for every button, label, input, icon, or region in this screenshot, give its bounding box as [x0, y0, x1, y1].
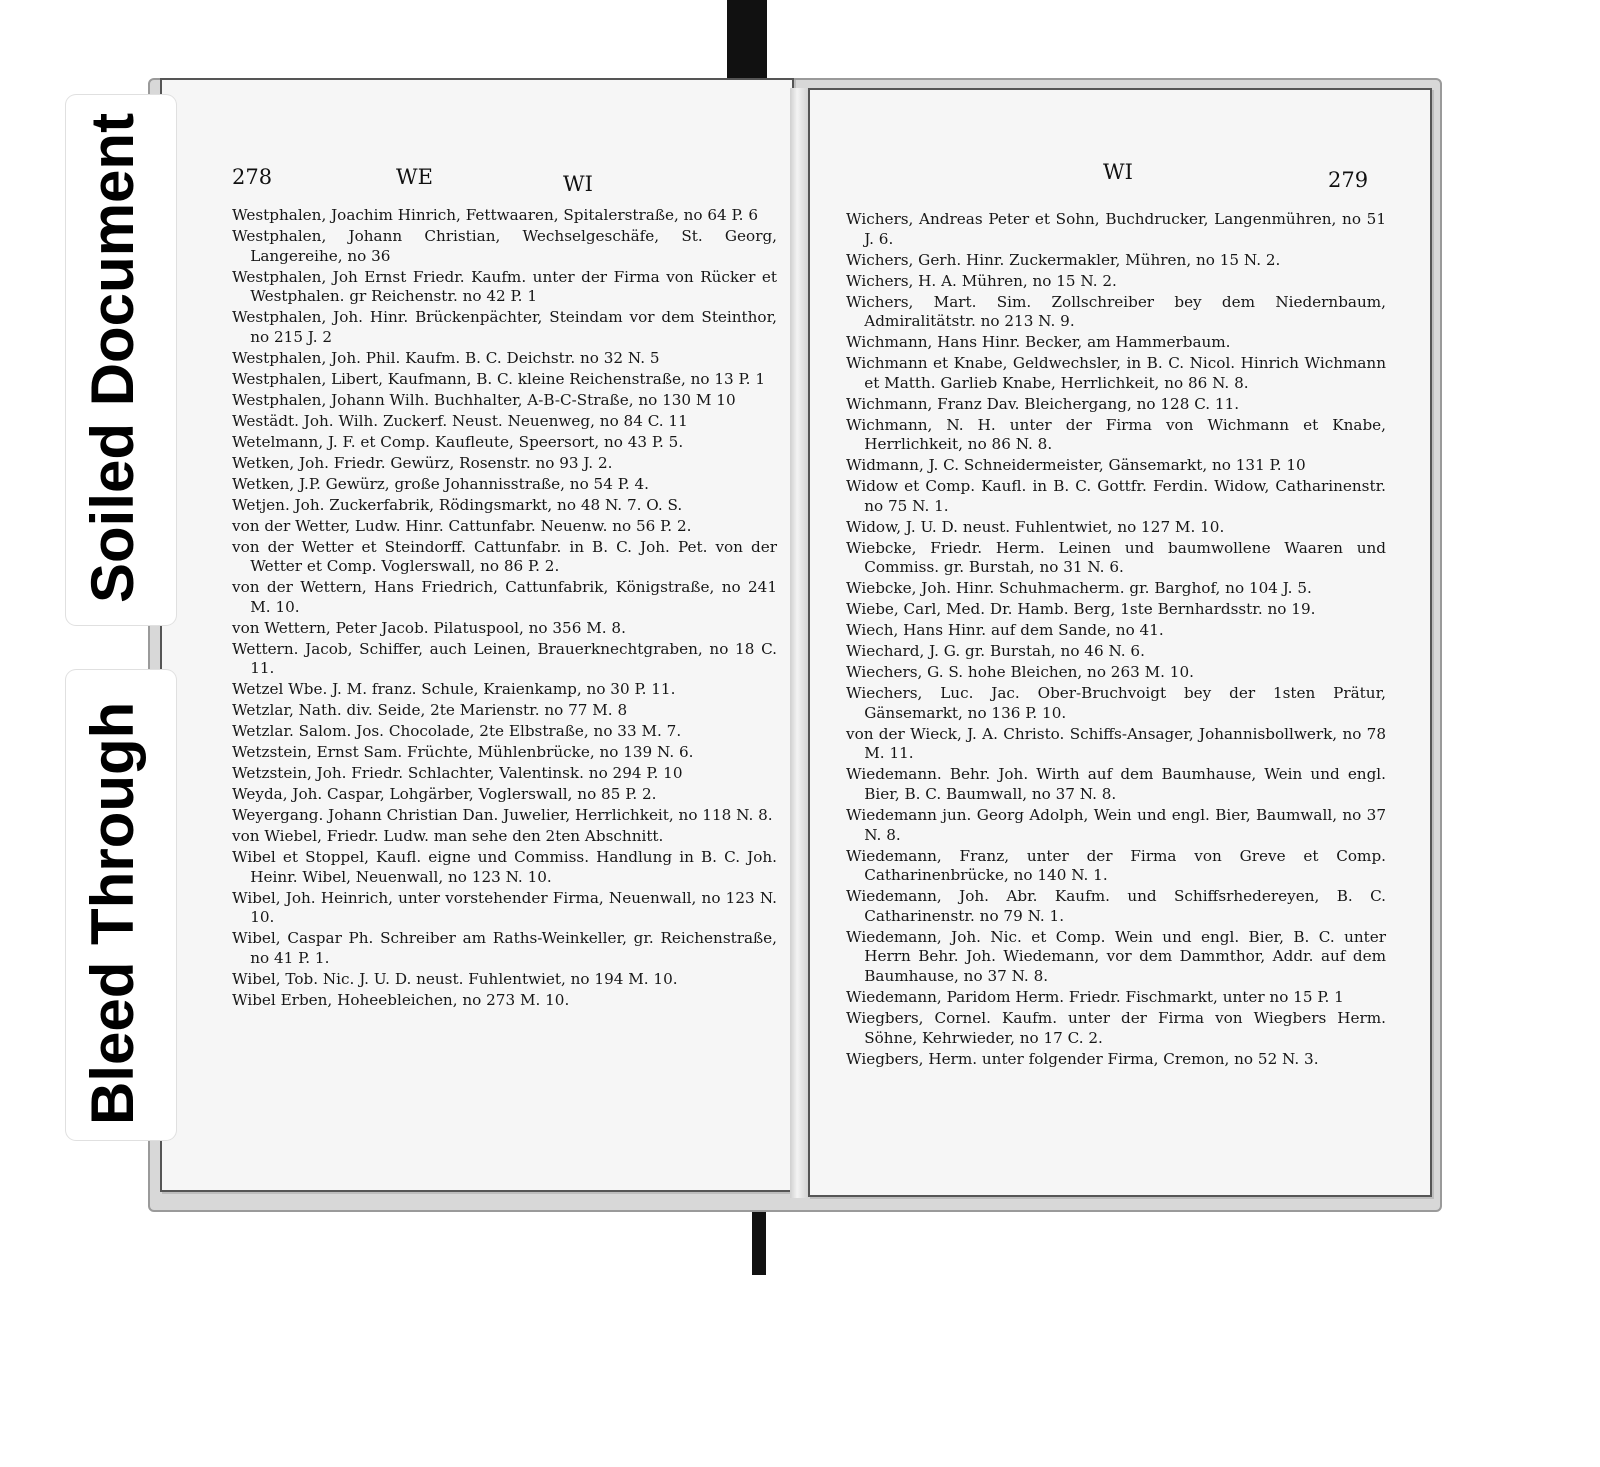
directory-entry: von der Wieck, J. A. Christo. Schiffs-Ansager, Johannisbollwerk, no 78 M. 11.: [846, 724, 1386, 763]
directory-entry: von Wiebel, Friedr. Ludw. man sehe den 2ten Abschnitt.: [232, 827, 664, 846]
directory-entry: Widmann, J. C. Schneidermeister, Gänsemarkt, no 131 P. 10: [846, 456, 1306, 475]
directory-entry: Wichers, Andreas Peter et Sohn, Buchdrucker, Langenmühren, no 51 J. 6.: [846, 210, 1386, 248]
directory-entry: Wibel et Stoppel, Kaufl. eigne und Commiss. Handlung in B. C. Joh. Heinr. Wibel, Neuenwall, no 123 N. 10.: [232, 848, 777, 886]
directory-entry: Wichmann et Knabe, Geldwechsler, in B. C. Nicol. Hinrich Wichmann et Matth. Garlieb Knabe, Herrlichkeit, no 86 N. 8.: [846, 354, 1386, 392]
directory-entry: Wetjen. Joh. Zuckerfabrik, Rödingsmarkt, no 48 N. 7. O. S.: [232, 495, 683, 514]
left-running-head-we: WE: [396, 165, 433, 189]
directory-entry: Westphalen, Joachim Hinrich, Fettwaaren, Spitalerstraße, no 64 P. 6: [232, 206, 759, 224]
label-tab-bleed: [66, 670, 176, 1140]
directory-entry: Wetzel Wbe. J. M. franz. Schule, Kraienkamp, no 30 P. 11.: [232, 680, 676, 699]
directory-entry: Wiedemann, Joh. Abr. Kaufm. und Schiffsrhedereyen, B. C. Catharinenstr. no 79 N. 1.: [846, 887, 1386, 925]
directory-entry: Wetken, J.P. Gewürz, große Johannisstraße, no 54 P. 4.: [232, 474, 649, 493]
directory-entry: Wetelmann, J. F. et Comp. Kaufleute, Speersort, no 43 P. 5.: [232, 432, 684, 451]
directory-entry: Wiedemann, Joh. Nic. et Comp. Wein und engl. Bier, B. C. unter Herrn Behr. Joh. Wiedemann, vor dem Dammthor, Addr. auf dem Baumhause, no 37 N. 8.: [846, 927, 1386, 985]
directory-entry: Wichmann, Franz Dav. Bleichergang, no 128 C. 11.: [846, 394, 1240, 413]
left-entry-list: [232, 206, 777, 1012]
directory-entry: Westädt. Joh. Wilh. Zuckerf. Neust. Neuenweg, no 84 C. 11: [232, 411, 688, 430]
directory-entry: von der Wettern, Hans Friedrich, Cattunfabrik, Königstraße, no 241 M. 10.: [232, 578, 777, 616]
directory-entry: Wiegbers, Herm. unter folgender Firma, Cremon, no 52 N. 3.: [846, 1049, 1319, 1068]
directory-entry: Westphalen, Joh. Phil. Kaufm. B. C. Deichstr. no 32 N. 5: [232, 348, 660, 367]
directory-entry: Wettern. Jacob, Schiffer, auch Leinen, Brauerknechtgraben, no 18 C. 11.: [232, 639, 777, 678]
left-running-head-wi: WI: [563, 172, 593, 196]
directory-entry: Wetzlar, Nath. div. Seide, 2te Marienstr. no 77 M. 8: [232, 701, 628, 720]
directory-entry: Weyergang. Johann Christian Dan. Juwelier, Herrlichkeit, no 118 N. 8.: [232, 806, 773, 825]
directory-entry: Wibel Erben, Hoheebleichen, no 273 M. 10.: [232, 990, 570, 1009]
directory-entry: Wetzstein, Ernst Sam. Früchte, Mühlenbrücke, no 139 N. 6.: [232, 743, 694, 762]
directory-entry: von Wettern, Peter Jacob. Pilatuspool, no 356 M. 8.: [232, 618, 626, 637]
directory-entry: Wiechard, J. G. gr. Burstah, no 46 N. 6.: [846, 642, 1145, 661]
directory-entry: Wiech, Hans Hinr. auf dem Sande, no 41.: [846, 621, 1164, 640]
directory-entry: Westphalen, Johann Wilh. Buchhalter, A-B-C-Straße, no 130 M 10: [232, 390, 736, 409]
left-page-number: 278: [232, 165, 273, 189]
directory-entry: Wichmann, N. H. unter der Firma von Wichmann et Knabe, Herrlichkeit, no 86 N. 8.: [846, 415, 1386, 454]
bleed-through-label: Bleed Through: [79, 701, 146, 1125]
directory-entry: Widow et Comp. Kaufl. in B. C. Gottfr. Ferdin. Widow, Catharinenstr. no 75 N. 1.: [846, 477, 1386, 515]
directory-entry: Westphalen, Joh. Hinr. Brückenpächter, Steindam vor dem Steinthor, no 215 J. 2: [232, 308, 777, 346]
directory-entry: Wiebcke, Joh. Hinr. Schuhmacherm. gr. Barghof, no 104 J. 5.: [846, 579, 1312, 598]
label-tab-soiled: [66, 95, 176, 625]
directory-entry: Westphalen, Joh Ernst Friedr. Kaufm. unter der Firma von Rücker et Westphalen. gr Reichenstr. no 42 P. 1: [232, 267, 777, 306]
directory-entry: Wichmann, Hans Hinr. Becker, am Hammerbaum.: [846, 333, 1231, 352]
directory-entry: Wiedemann. Behr. Joh. Wirth auf dem Baumhause, Wein und engl. Bier, B. C. Baumwall, no 37 N. 8.: [846, 765, 1386, 804]
directory-entry: Wibel, Joh. Heinrich, unter vorstehender Firma, Neuenwall, no 123 N. 10.: [232, 888, 777, 927]
directory-entry: Wiechers, G. S. hohe Bleichen, no 263 M. 10.: [846, 663, 1194, 682]
directory-entry: von der Wetter et Steindorff. Cattunfabr. in B. C. Joh. Pet. von der Wetter et Comp. Voglerswall, no 86 P. 2.: [232, 537, 777, 576]
book-gutter: [790, 88, 808, 1198]
directory-entry: Wiebcke, Friedr. Herm. Leinen und baumwollene Waaren und Commiss. gr. Burstah, no 31 N. 6.: [846, 538, 1386, 577]
directory-entry: Wibel, Tob. Nic. J. U. D. neust. Fuhlentwiet, no 194 M. 10.: [232, 969, 678, 988]
right-running-head-wi: WI: [1103, 160, 1133, 184]
directory-entry: Wiechers, Luc. Jac. Ober-Bruchvoigt bey der 1sten Prätur, Gänsemarkt, no 136 P. 10.: [846, 684, 1386, 722]
directory-entry: Westphalen, Libert, Kaufmann, B. C. kleine Reichenstraße, no 13 P. 1: [232, 369, 765, 388]
directory-entry: Wichers, H. A. Mühren, no 15 N. 2.: [846, 271, 1117, 290]
directory-entry: Wibel, Caspar Ph. Schreiber am Raths-Weinkeller, gr. Reichenstraße, no 41 P. 1.: [232, 929, 777, 967]
directory-entry: Wetzstein, Joh. Friedr. Schlachter, Valentinsk. no 294 P. 10: [232, 764, 683, 783]
directory-entry: Widow, J. U. D. neust. Fuhlentwiet, no 127 M. 10.: [846, 517, 1225, 536]
soiled-document-label: Soiled Document: [79, 112, 146, 603]
directory-entry: Wetken, Joh. Friedr. Gewürz, Rosenstr. no 93 J. 2.: [232, 453, 613, 472]
directory-entry: Weyda, Joh. Caspar, Lohgärber, Voglerswall, no 85 P. 2.: [232, 785, 657, 804]
directory-entry: Wiedemann jun. Georg Adolph, Wein und engl. Bier, Baumwall, no 37 N. 8.: [846, 806, 1386, 844]
directory-entry: Westphalen, Johann Christian, Wechselgeschäfe, St. Georg, Langereihe, no 36: [232, 226, 777, 265]
directory-entry: Wiedemann, Franz, unter der Firma von Greve et Comp. Catharinenbrücke, no 140 N. 1.: [846, 846, 1386, 885]
right-page-number: 279: [1328, 168, 1369, 192]
top-binder-clip: [727, 0, 767, 85]
directory-entry: Wichers, Gerh. Hinr. Zuckermakler, Mühren, no 15 N. 2.: [846, 250, 1281, 269]
directory-entry: Wiegbers, Cornel. Kaufm. unter der Firma von Wiegbers Herm. Söhne, Kehrwieder, no 17 C. 2.: [846, 1008, 1386, 1047]
directory-entry: Wetzlar. Salom. Jos. Chocolade, 2te Elbstraße, no 33 M. 7.: [232, 722, 682, 741]
directory-entry: von der Wetter, Ludw. Hinr. Cattunfabr. Neuenw. no 56 P. 2.: [232, 516, 692, 535]
directory-entry: Wichers, Mart. Sim. Zollschreiber bey dem Niedernbaum, Admiralitätstr. no 213 N. 9.: [846, 292, 1386, 331]
right-entry-list: [846, 210, 1386, 1070]
directory-entry: Wiebe, Carl, Med. Dr. Hamb. Berg, 1ste Bernhardsstr. no 19.: [846, 600, 1316, 619]
directory-entry: Wiedemann, Paridom Herm. Friedr. Fischmarkt, unter no 15 P. 1: [846, 987, 1344, 1006]
